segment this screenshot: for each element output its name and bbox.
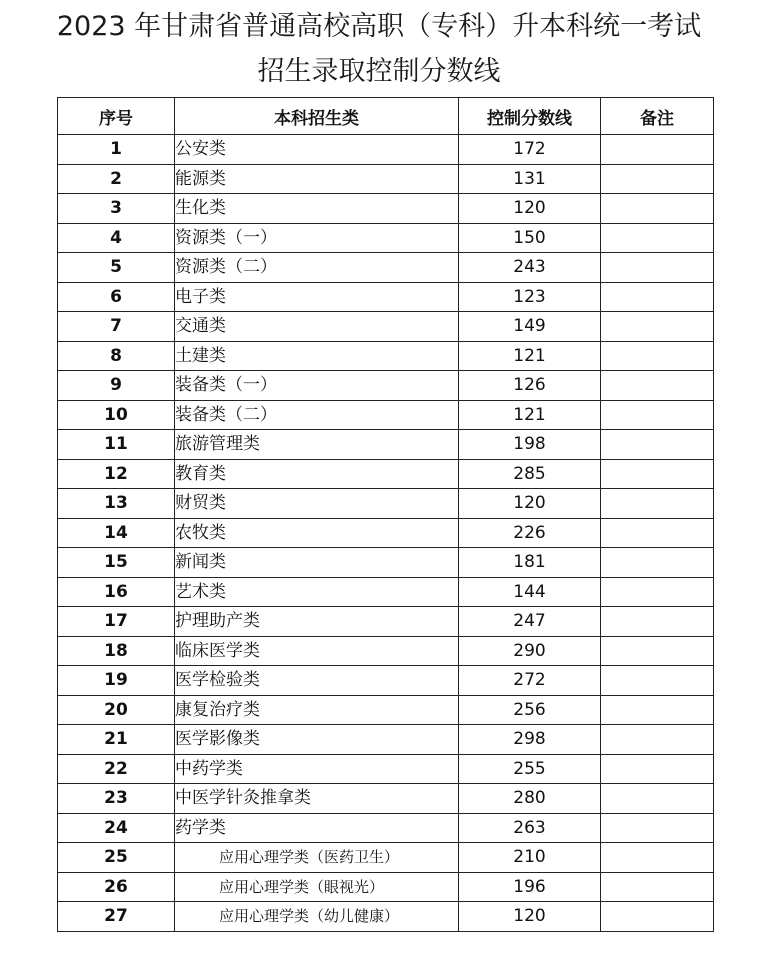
row-note <box>601 666 714 696</box>
row-category: 应用心理学类（医药卫生） <box>175 843 459 873</box>
row-note <box>601 459 714 489</box>
row-number: 13 <box>58 489 175 519</box>
table-row <box>58 607 714 637</box>
row-score: 247 <box>459 607 601 637</box>
row-category: 护理助产类 <box>175 607 459 637</box>
row-number: 21 <box>58 725 175 755</box>
row-number: 27 <box>58 902 175 932</box>
row-note <box>601 489 714 519</box>
row-note <box>601 430 714 460</box>
row-number: 19 <box>58 666 175 696</box>
table-row <box>58 636 714 666</box>
row-score: 123 <box>459 282 601 312</box>
row-score: 285 <box>459 459 601 489</box>
row-number: 6 <box>58 282 175 312</box>
table-row <box>58 695 714 725</box>
row-note <box>601 341 714 371</box>
table-row <box>58 725 714 755</box>
row-number: 3 <box>58 194 175 224</box>
row-category: 康复治疗类 <box>175 695 459 725</box>
row-score: 149 <box>459 312 601 342</box>
row-note <box>601 872 714 902</box>
table-row <box>58 872 714 902</box>
row-score: 198 <box>459 430 601 460</box>
row-category: 教育类 <box>175 459 459 489</box>
row-score: 290 <box>459 636 601 666</box>
row-number: 7 <box>58 312 175 342</box>
row-score: 210 <box>459 843 601 873</box>
row-category: 公安类 <box>175 135 459 165</box>
row-note <box>601 784 714 814</box>
row-number: 23 <box>58 784 175 814</box>
row-note <box>601 400 714 430</box>
row-score: 196 <box>459 872 601 902</box>
row-category: 能源类 <box>175 164 459 194</box>
row-score: 126 <box>459 371 601 401</box>
table-row <box>58 282 714 312</box>
table-row <box>58 518 714 548</box>
row-score: 226 <box>459 518 601 548</box>
row-score: 121 <box>459 400 601 430</box>
row-number: 5 <box>58 253 175 283</box>
table-row <box>58 754 714 784</box>
table-row <box>58 223 714 253</box>
table-row <box>58 135 714 165</box>
row-category: 医学影像类 <box>175 725 459 755</box>
row-score: 120 <box>459 194 601 224</box>
row-note <box>601 253 714 283</box>
table-row <box>58 902 714 932</box>
header-no: 序号 <box>58 98 175 135</box>
row-number: 8 <box>58 341 175 371</box>
row-score: 263 <box>459 813 601 843</box>
row-category: 资源类（一） <box>175 223 459 253</box>
row-category: 艺术类 <box>175 577 459 607</box>
table-row <box>58 164 714 194</box>
row-category: 中药学类 <box>175 754 459 784</box>
row-note <box>601 164 714 194</box>
row-note <box>601 282 714 312</box>
row-score: 181 <box>459 548 601 578</box>
row-number: 12 <box>58 459 175 489</box>
row-score: 172 <box>459 135 601 165</box>
row-note <box>601 695 714 725</box>
row-category: 旅游管理类 <box>175 430 459 460</box>
row-number: 25 <box>58 843 175 873</box>
row-number: 9 <box>58 371 175 401</box>
row-number: 18 <box>58 636 175 666</box>
table-row <box>58 341 714 371</box>
row-category: 财贸类 <box>175 489 459 519</box>
row-note <box>601 223 714 253</box>
row-score: 243 <box>459 253 601 283</box>
row-category: 中医学针灸推拿类 <box>175 784 459 814</box>
document-title-line1: 2023 年甘肃省普通高校高职（专科）升本科统一考试 <box>56 11 702 42</box>
row-score: 120 <box>459 489 601 519</box>
row-note <box>601 312 714 342</box>
row-score: 272 <box>459 666 601 696</box>
table-row <box>58 430 714 460</box>
row-score: 280 <box>459 784 601 814</box>
header-score: 控制分数线 <box>459 98 601 135</box>
table-row <box>58 371 714 401</box>
row-category: 生化类 <box>175 194 459 224</box>
table-row <box>58 253 714 283</box>
row-number: 4 <box>58 223 175 253</box>
row-number: 11 <box>58 430 175 460</box>
row-category: 药学类 <box>175 813 459 843</box>
table-row <box>58 400 714 430</box>
table-header-row <box>58 98 714 135</box>
row-category: 土建类 <box>175 341 459 371</box>
row-number: 15 <box>58 548 175 578</box>
row-category: 农牧类 <box>175 518 459 548</box>
row-note <box>601 754 714 784</box>
row-category: 应用心理学类（幼儿健康） <box>175 902 459 932</box>
row-score: 120 <box>459 902 601 932</box>
row-category: 装备类（一） <box>175 371 459 401</box>
row-number: 24 <box>58 813 175 843</box>
row-note <box>601 548 714 578</box>
row-number: 14 <box>58 518 175 548</box>
row-category: 交通类 <box>175 312 459 342</box>
document-title-line2: 招生录取控制分数线 <box>257 56 501 87</box>
table-row <box>58 489 714 519</box>
row-category: 装备类（二） <box>175 400 459 430</box>
row-score: 298 <box>459 725 601 755</box>
row-category: 资源类（二） <box>175 253 459 283</box>
row-note <box>601 577 714 607</box>
row-note <box>601 725 714 755</box>
row-category: 应用心理学类（眼视光） <box>175 872 459 902</box>
table-row <box>58 843 714 873</box>
row-note <box>601 636 714 666</box>
row-score: 121 <box>459 341 601 371</box>
table-row <box>58 577 714 607</box>
row-category: 临床医学类 <box>175 636 459 666</box>
row-number: 17 <box>58 607 175 637</box>
row-number: 22 <box>58 754 175 784</box>
table-row <box>58 312 714 342</box>
header-note: 备注 <box>601 98 714 135</box>
row-note <box>601 194 714 224</box>
header-category: 本科招生类 <box>175 98 459 135</box>
row-score: 255 <box>459 754 601 784</box>
row-category: 电子类 <box>175 282 459 312</box>
row-note <box>601 843 714 873</box>
row-score: 256 <box>459 695 601 725</box>
row-number: 1 <box>58 135 175 165</box>
row-number: 20 <box>58 695 175 725</box>
row-score: 150 <box>459 223 601 253</box>
score-table <box>57 97 714 932</box>
row-note <box>601 902 714 932</box>
row-note <box>601 371 714 401</box>
table-row <box>58 784 714 814</box>
row-category: 医学检验类 <box>175 666 459 696</box>
row-category: 新闻类 <box>175 548 459 578</box>
table-row <box>58 666 714 696</box>
row-number: 2 <box>58 164 175 194</box>
row-note <box>601 518 714 548</box>
row-note <box>601 135 714 165</box>
table-row <box>58 194 714 224</box>
row-note <box>601 607 714 637</box>
row-number: 26 <box>58 872 175 902</box>
table-row <box>58 548 714 578</box>
row-note <box>601 813 714 843</box>
row-number: 10 <box>58 400 175 430</box>
row-score: 144 <box>459 577 601 607</box>
row-score: 131 <box>459 164 601 194</box>
row-number: 16 <box>58 577 175 607</box>
table-row <box>58 459 714 489</box>
table-row <box>58 813 714 843</box>
